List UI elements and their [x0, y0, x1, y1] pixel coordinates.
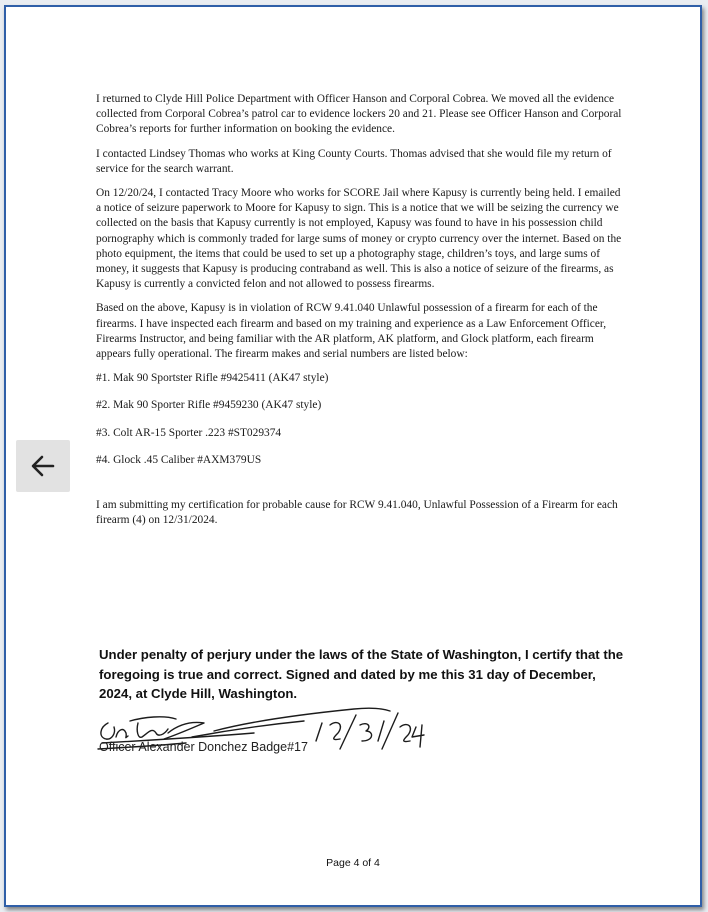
handwritten-signature: [94, 703, 434, 763]
page-number: Page 4 of 4: [326, 857, 380, 869]
signature-block: [94, 703, 434, 763]
perjury-certification: Under penalty of perjury under the laws of the State of Washington, I certify that the foregoing is true and correct. Signed and dated by me this 31 day of December, 2024, at Clyde Hill, Washington.: [99, 647, 624, 701]
paragraph-return-of-service: I contacted Lindsey Thomas who works at King County Courts. Thomas advised that she would file my return of service for the search warrant.: [96, 147, 612, 175]
signature-printed-name: Officer Alexander Donchez Badge#17: [99, 740, 308, 754]
paragraph-evidence-lockers: I returned to Clyde Hill Police Department with Officer Hanson and Corporal Cobrea. We moved all the evidence collected from Corporal Cobrea’s patrol car to evidence lockers 20 and 21. Please see Officer Hanson and Corporal Cobrea’s reports for further information on booking the evidence.: [96, 93, 622, 136]
arrow-left-icon: [30, 453, 56, 479]
paragraph-submission: I am submitting my certification for probable cause for RCW 9.41.040, Unlawful Possession of a Firearm for each firearm (4) on 12/31/2024.: [96, 499, 618, 527]
back-button[interactable]: [16, 440, 70, 492]
document-page: [4, 5, 702, 907]
document-body: [96, 92, 628, 537]
firearm-item-1: #1. Mak 90 Sportster Rifle #9425411 (AK47 style): [96, 372, 329, 385]
firearm-item-4: #4. Glock .45 Caliber #AXM379US: [96, 453, 262, 466]
firearm-item-2: #2. Mak 90 Sporter Rifle #9459230 (AK47 style): [96, 399, 322, 412]
firearm-item-3: #3. Colt AR-15 Sporter .223 #ST029374: [96, 426, 282, 439]
paragraph-violation: Based on the above, Kapusy is in violation of RCW 9.41.040 Unlawful possession of a firearm for each of the firearms. I have inspected each firearm and based on my training and experience as a Law Enforcement Officer, Firearms Instructor, and being familiar with the AR platform, AK platform, and Glock platform, each firearm appears fully operational. The firearm makes and serial numbers are listed below:: [96, 302, 607, 361]
paragraph-notice-of-seizure: On 12/20/24, I contacted Tracy Moore who works for SCORE Jail where Kapusy is currently being held. I emailed a notice of seizure paperwork to Moore for Kapusy to sign. This is a notice that we will be seizing the currency we collected on the basis that Kapusy currently is not employed, Kapusy was found to have in his possession child pornography which is commonly traded for large sums of money or crypto currency over the internet. Based on the photo equipment, the items that could be used to set up a photography stage, children’s toys, and large sums of money, it suggests that Kapusy is producing contraband as well. This is also a notice of seizure of the firearms, as Kapusy is currently a convicted felon and not allowed to possess firearms.: [96, 187, 622, 291]
